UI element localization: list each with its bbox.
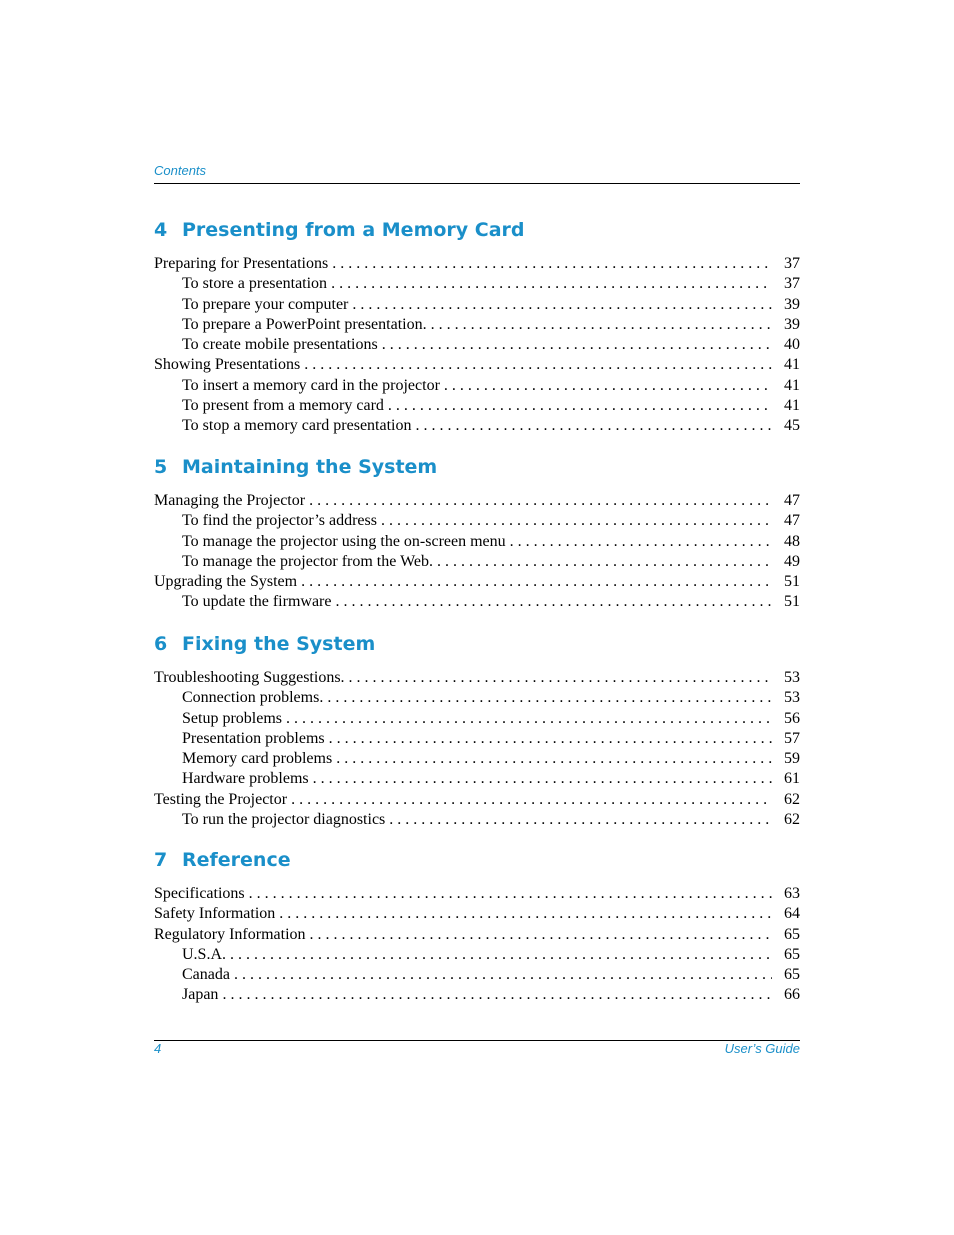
dot-leader <box>304 355 772 375</box>
toc-entry[interactable] <box>154 925 800 945</box>
toc-entry-page: 56 <box>784 709 800 727</box>
running-header: Contents <box>154 163 207 178</box>
toc-entry[interactable] <box>154 335 800 355</box>
chapter-number: 6 <box>154 633 168 655</box>
toc-entry[interactable] <box>154 965 800 985</box>
toc-entry[interactable] <box>154 790 800 810</box>
toc-entry-label: To update the firmware <box>182 593 332 611</box>
toc-entry-label: Showing Presentations <box>154 356 301 374</box>
toc-entry-page: 49 <box>784 552 800 570</box>
dot-leader <box>310 925 772 945</box>
toc-entry[interactable] <box>154 904 800 924</box>
toc-entry-label: Upgrading the System <box>154 573 298 591</box>
toc-entry[interactable] <box>154 668 800 688</box>
dot-leader <box>415 416 772 436</box>
toc-entry-page: 51 <box>784 573 800 591</box>
toc-entry-label: To stop a memory card presentation <box>182 417 412 435</box>
toc-entry-label: To prepare a PowerPoint presentation. <box>182 315 427 333</box>
dot-leader <box>332 254 772 274</box>
dot-leader <box>331 274 772 294</box>
toc-entry-label: To manage the projector using the on-screen menu <box>182 532 506 550</box>
toc-entry-label: Canada <box>182 966 230 984</box>
dot-leader <box>381 511 772 531</box>
toc-entry[interactable] <box>154 884 800 904</box>
toc-entry-page: 66 <box>784 986 800 1004</box>
toc-entry-page: 63 <box>784 885 800 902</box>
toc-entry-label: To create mobile presentations <box>182 336 378 354</box>
toc-entry-label: Setup problems <box>182 709 282 727</box>
toc-entry[interactable] <box>154 274 800 294</box>
dot-leader <box>388 396 772 416</box>
dot-leader <box>510 532 772 552</box>
chapter-heading[interactable] <box>154 216 800 244</box>
toc-entry[interactable] <box>154 592 800 612</box>
header-divider <box>154 183 800 184</box>
toc-entry-page: 40 <box>784 336 800 354</box>
toc-entry-page: 39 <box>784 295 800 313</box>
dot-leader <box>431 315 772 335</box>
toc-entry[interactable] <box>154 688 800 708</box>
toc-entry[interactable] <box>154 295 800 315</box>
dot-leader <box>329 729 772 749</box>
toc-entry-page: 37 <box>784 255 800 272</box>
toc-entry-label: To manage the projector from the Web. <box>182 552 433 570</box>
toc-entry-label: Preparing for Presentations <box>154 255 329 272</box>
dot-leader <box>230 945 772 965</box>
chapter-heading[interactable] <box>154 846 800 874</box>
toc-entry[interactable] <box>154 945 800 965</box>
toc-entry-page: 48 <box>784 532 800 550</box>
toc-entry-page: 39 <box>784 315 800 333</box>
toc-entry-page: 53 <box>784 669 800 686</box>
toc-entry[interactable] <box>154 729 800 749</box>
toc-entry-label: To insert a memory card in the projector <box>182 376 440 394</box>
toc-entry-label: Connection problems. <box>182 689 324 707</box>
toc-entry-label: U.S.A. <box>182 945 227 963</box>
toc-entry-page: 64 <box>784 905 800 923</box>
dot-leader <box>382 335 772 355</box>
toc-entry-page: 62 <box>784 790 800 808</box>
toc-entry[interactable] <box>154 709 800 729</box>
toc-entry-label: Presentation problems <box>182 729 325 747</box>
toc-entry-page: 37 <box>784 275 800 293</box>
toc-entry-page: 41 <box>784 356 800 374</box>
toc-entry[interactable] <box>154 491 800 511</box>
toc-entry-label: To store a presentation <box>182 275 328 293</box>
toc-entry-label: Testing the Projector <box>154 790 288 808</box>
dot-leader <box>286 709 772 729</box>
toc-entry-label: Troubleshooting Suggestions. <box>154 669 345 686</box>
toc-entry[interactable] <box>154 572 800 592</box>
chapter-section <box>154 846 800 1006</box>
dot-leader <box>291 790 772 810</box>
toc-entry[interactable] <box>154 810 800 830</box>
toc-entry-label: To prepare your computer <box>182 295 349 313</box>
toc-entry-page: 65 <box>784 966 800 984</box>
toc-entry-page: 57 <box>784 729 800 747</box>
toc-entry-page: 47 <box>784 512 800 530</box>
toc-entry-label: To run the projector diagnostics <box>182 811 386 829</box>
chapter-section <box>154 453 800 613</box>
toc-entry-label: Japan <box>182 986 219 1004</box>
chapter-section <box>154 630 800 830</box>
chapter-title: Maintaining the System <box>182 456 438 478</box>
toc-entry-label: Regulatory Information <box>154 925 306 943</box>
chapter-number: 4 <box>154 219 168 241</box>
toc-entry[interactable] <box>154 355 800 375</box>
toc-entry-page: 47 <box>784 492 800 509</box>
chapter-number: 7 <box>154 849 168 871</box>
toc-entry-label: To find the projector’s address <box>182 512 377 530</box>
toc-entry-page: 41 <box>784 397 800 415</box>
toc-entry[interactable] <box>154 552 800 572</box>
dot-leader <box>313 769 772 789</box>
chapter-title: Presenting from a Memory Card <box>182 219 525 241</box>
chapter-heading[interactable] <box>154 630 800 658</box>
dot-leader <box>309 491 772 511</box>
toc-entry-page: 45 <box>784 417 800 435</box>
chapter-title: Reference <box>182 849 291 871</box>
dot-leader <box>444 376 772 396</box>
toc-entry[interactable] <box>154 416 800 436</box>
chapter-section <box>154 216 800 437</box>
toc-entry-page: 62 <box>784 811 800 829</box>
dot-leader <box>279 904 772 924</box>
toc-entry[interactable] <box>154 749 800 769</box>
dot-leader <box>336 749 772 769</box>
toc-entry-label: Safety Information <box>154 905 276 923</box>
dot-leader <box>437 552 772 572</box>
toc-entry-label: Hardware problems <box>182 770 309 788</box>
toc-entry[interactable] <box>154 315 800 335</box>
dot-leader <box>301 572 772 592</box>
toc-entry-label: Memory card problems <box>182 750 333 768</box>
dot-leader <box>349 668 772 688</box>
toc-entry[interactable] <box>154 396 800 416</box>
footer-page-number: 4 <box>154 1041 162 1056</box>
toc-entry-page: 41 <box>784 376 800 394</box>
chapter-number: 5 <box>154 456 168 478</box>
toc-entry-page: 59 <box>784 750 800 768</box>
toc-entry-page: 65 <box>784 925 800 943</box>
dot-leader <box>327 688 772 708</box>
dot-leader <box>335 592 772 612</box>
chapter-heading[interactable] <box>154 453 800 481</box>
dot-leader <box>249 884 772 904</box>
dot-leader <box>352 295 772 315</box>
toc-entry-page: 51 <box>784 593 800 611</box>
toc-entry-page: 53 <box>784 689 800 707</box>
toc-entry-page: 61 <box>784 770 800 788</box>
footer-divider <box>154 1040 800 1041</box>
toc-entry[interactable] <box>154 985 800 1005</box>
toc-entry-page: 65 <box>784 945 800 963</box>
toc-entry-label: To present from a memory card <box>182 397 384 415</box>
toc-entry[interactable] <box>154 254 800 274</box>
toc-entry-label: Specifications <box>154 885 245 902</box>
toc-entry[interactable] <box>154 511 800 531</box>
toc-entry[interactable] <box>154 532 800 552</box>
toc-entry[interactable] <box>154 769 800 789</box>
toc-entry-label: Managing the Projector <box>154 492 306 509</box>
dot-leader <box>222 985 772 1005</box>
footer-guide-title: User’s Guide <box>724 1041 800 1056</box>
dot-leader <box>389 810 772 830</box>
chapter-title: Fixing the System <box>182 633 376 655</box>
dot-leader <box>234 965 772 985</box>
toc-entry[interactable] <box>154 376 800 396</box>
